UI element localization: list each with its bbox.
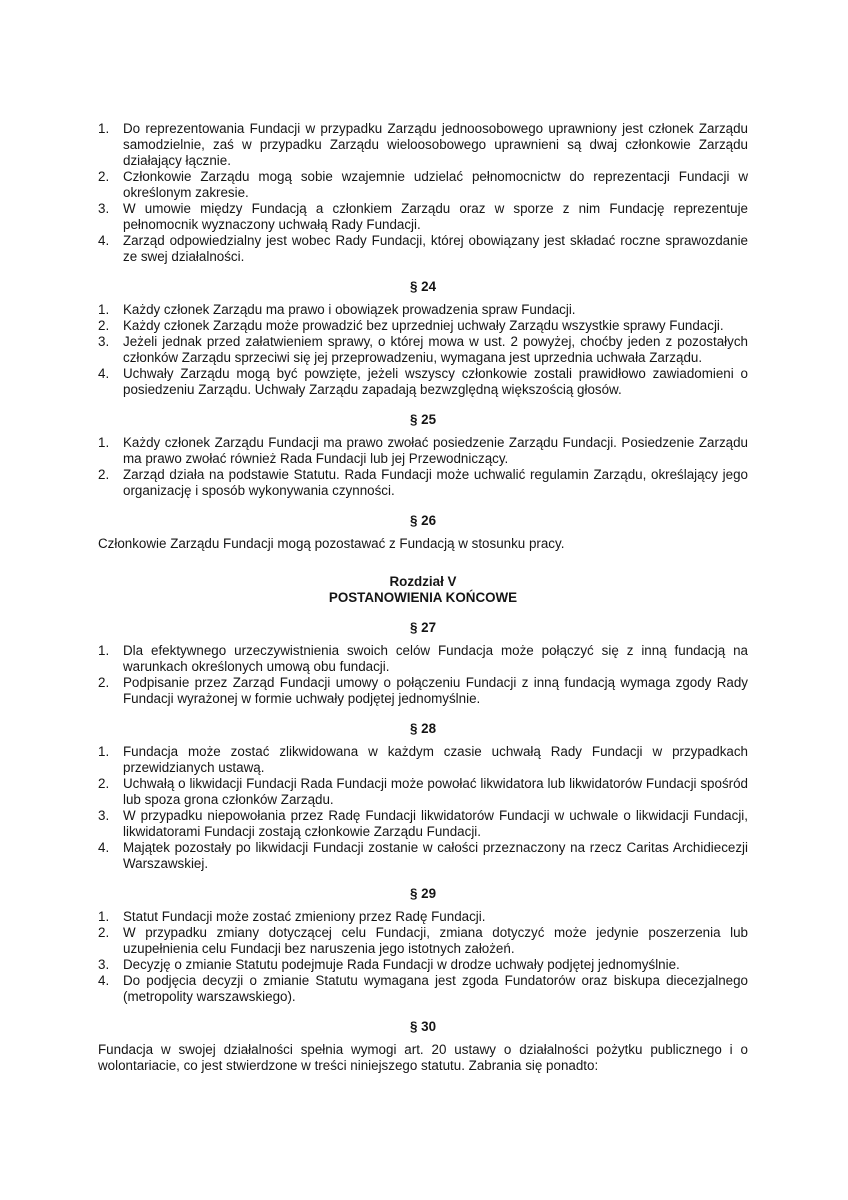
item-text: Fundacja może zostać zlikwidowana w każdym czasie uchwałą Rady Fundacji w przypadkach przewidzianych ustawą. xyxy=(123,744,748,775)
chapter-title: POSTANOWIENIA KOŃCOWE xyxy=(328,590,518,605)
list-item xyxy=(98,925,748,957)
item-number: 3. xyxy=(98,201,110,216)
item-number: 2. xyxy=(98,925,110,940)
item-number: 1. xyxy=(98,643,110,658)
section-25-list xyxy=(98,435,748,499)
list-item xyxy=(98,909,748,925)
list-item xyxy=(98,169,748,201)
item-number: 4. xyxy=(98,973,110,988)
item-number: 1. xyxy=(98,744,110,759)
list-item xyxy=(98,366,748,398)
item-text: Zarząd działa na podstawie Statutu. Rada Fundacji może uchwalić regulamin Zarządu, określający jego organizację i sposób wykonywania czynności. xyxy=(123,467,748,498)
item-number: 1. xyxy=(98,121,110,136)
item-number: 1. xyxy=(98,909,110,924)
item-number: 1. xyxy=(98,435,110,450)
item-text: Do podjęcia decyzji o zmianie Statutu wymagana jest zgoda Fundatorów oraz biskupa diecezjalnego (metropolity warszawskiego). xyxy=(123,973,748,1004)
item-text: Każdy członek Zarządu może prowadzić bez uprzedniej uchwały Zarządu wszystkie sprawy Fundacji. xyxy=(123,318,724,333)
list-item xyxy=(98,334,748,366)
section-heading-28: § 28 xyxy=(409,721,437,736)
list-item xyxy=(98,643,748,675)
list-item xyxy=(98,467,748,499)
list-item xyxy=(98,957,748,973)
item-number: 2. xyxy=(98,467,110,482)
list-item xyxy=(98,435,748,467)
list-item xyxy=(98,233,748,265)
section-heading-30: § 30 xyxy=(409,1019,437,1034)
item-text: Każdy członek Zarządu Fundacji ma prawo zwołać posiedzenie Zarządu Fundacji. Posiedzenie Zarządu ma prawo zwołać również Rada Fundacji lub jej Przewodniczący. xyxy=(123,435,748,466)
list-item xyxy=(98,808,748,840)
intro-list xyxy=(98,121,748,265)
list-item xyxy=(98,318,748,334)
list-item xyxy=(98,675,748,707)
list-item xyxy=(98,201,748,233)
item-text: Członkowie Zarządu mogą sobie wzajemnie udzielać pełnomocnictw do reprezentacji Fundacji w określonym zakresie. xyxy=(123,169,748,200)
item-text: Każdy członek Zarządu ma prawo i obowiązek prowadzenia spraw Fundacji. xyxy=(123,302,576,317)
item-number: 2. xyxy=(98,169,110,184)
item-text: Statut Fundacji może zostać zmieniony przez Radę Fundacji. xyxy=(123,909,486,924)
list-item xyxy=(98,744,748,776)
section-heading-25: § 25 xyxy=(409,412,437,427)
list-item xyxy=(98,973,748,1005)
item-number: 2. xyxy=(98,776,110,791)
item-text: Jeżeli jednak przed załatwieniem sprawy, o której mowa w ust. 2 powyżej, choćby jeden z pozostałych członków Zarządu sprzeciwi się jej przeprowadzeniu, wymagana jest uprzednia uchwała Zarządu. xyxy=(123,334,748,365)
list-item xyxy=(98,776,748,808)
item-text: Do reprezentowania Fundacji w przypadku Zarządu jednoosobowego uprawniony jest członek Zarządu samodzielnie, zaś w przypadku Zarządu wieloosobowego uprawnieni są dwaj członkowie Zarządu działający łącznie. xyxy=(123,121,748,168)
section-30-text: Fundacja w swojej działalności spełnia wymogi art. 20 ustawy o działalności pożytku publicznego i o wolontariacie, co jest stwierdzone w treści niniejszego statutu. Zabrania się ponadto: xyxy=(98,1042,748,1073)
document-body xyxy=(98,121,748,1074)
section-29-list xyxy=(98,909,748,1005)
section-27-list xyxy=(98,643,748,707)
list-item xyxy=(98,302,748,318)
item-number: 4. xyxy=(98,233,110,248)
list-item xyxy=(98,840,748,872)
item-text: Podpisanie przez Zarząd Fundacji umowy o połączeniu Fundacji z inną fundacją wymaga zgody Rady Fundacji wyrażonej w formie uchwały podjętej jednomyślnie. xyxy=(123,675,748,706)
item-number: 4. xyxy=(98,366,110,381)
section-26-text: Członkowie Zarządu Fundacji mogą pozostawać z Fundacją w stosunku pracy. xyxy=(98,536,565,551)
section-heading-24: § 24 xyxy=(409,279,437,294)
item-text: W przypadku niepowołania przez Radę Fundacji likwidatorów Fundacji w uchwale o likwidacji Fundacji, likwidatorami Fundacji zostają członkowie Zarządu Fundacji. xyxy=(123,808,748,839)
section-heading-29: § 29 xyxy=(409,886,437,901)
item-number: 3. xyxy=(98,334,110,349)
item-text: W umowie między Fundacją a członkiem Zarządu oraz w sporze z nim Fundację reprezentuje pełnomocnik wyznaczony uchwałą Rady Fundacji. xyxy=(123,201,748,232)
item-text: Decyzję o zmianie Statutu podejmuje Rada Fundacji w drodze uchwały podjętej jednomyślnie. xyxy=(123,957,680,972)
item-number: 2. xyxy=(98,318,110,333)
section-28-list xyxy=(98,744,748,872)
item-number: 1. xyxy=(98,302,110,317)
item-number: 3. xyxy=(98,957,110,972)
section-24-list xyxy=(98,302,748,398)
item-text: Zarząd odpowiedzialny jest wobec Rady Fundacji, której obowiązany jest składać roczne sprawozdanie ze swej działalności. xyxy=(123,233,748,264)
item-number: 3. xyxy=(98,808,110,823)
chapter-label: Rozdział V xyxy=(389,574,457,589)
item-text: Uchwałą o likwidacji Fundacji Rada Fundacji może powołać likwidatora lub likwidatorów Fundacji spośród lub spoza grona członków Zarządu. xyxy=(123,776,748,807)
section-heading-26: § 26 xyxy=(409,513,437,528)
list-item xyxy=(98,121,748,169)
item-number: 2. xyxy=(98,675,110,690)
item-number: 4. xyxy=(98,840,110,855)
item-text: Majątek pozostały po likwidacji Fundacji zostanie w całości przeznaczony na rzecz Caritas Archidiecezji Warszawskiej. xyxy=(123,840,748,871)
item-text: W przypadku zmiany dotyczącej celu Fundacji, zmiana dotyczyć może jedynie poszerzenia lub uzupełnienia celu Fundacji bez naruszenia jego istotnych założeń. xyxy=(123,925,748,956)
section-heading-27: § 27 xyxy=(409,620,437,635)
item-text: Uchwały Zarządu mogą być powzięte, jeżeli wszyscy członkowie zostali prawidłowo zawiadomieni o posiedzeniu Zarządu. Uchwały Zarządu zapadają bezwzględną większością głosów. xyxy=(123,366,748,397)
item-text: Dla efektywnego urzeczywistnienia swoich celów Fundacja może połączyć się z inną fundacją na warunkach określonych umową obu fundacji. xyxy=(123,643,748,674)
